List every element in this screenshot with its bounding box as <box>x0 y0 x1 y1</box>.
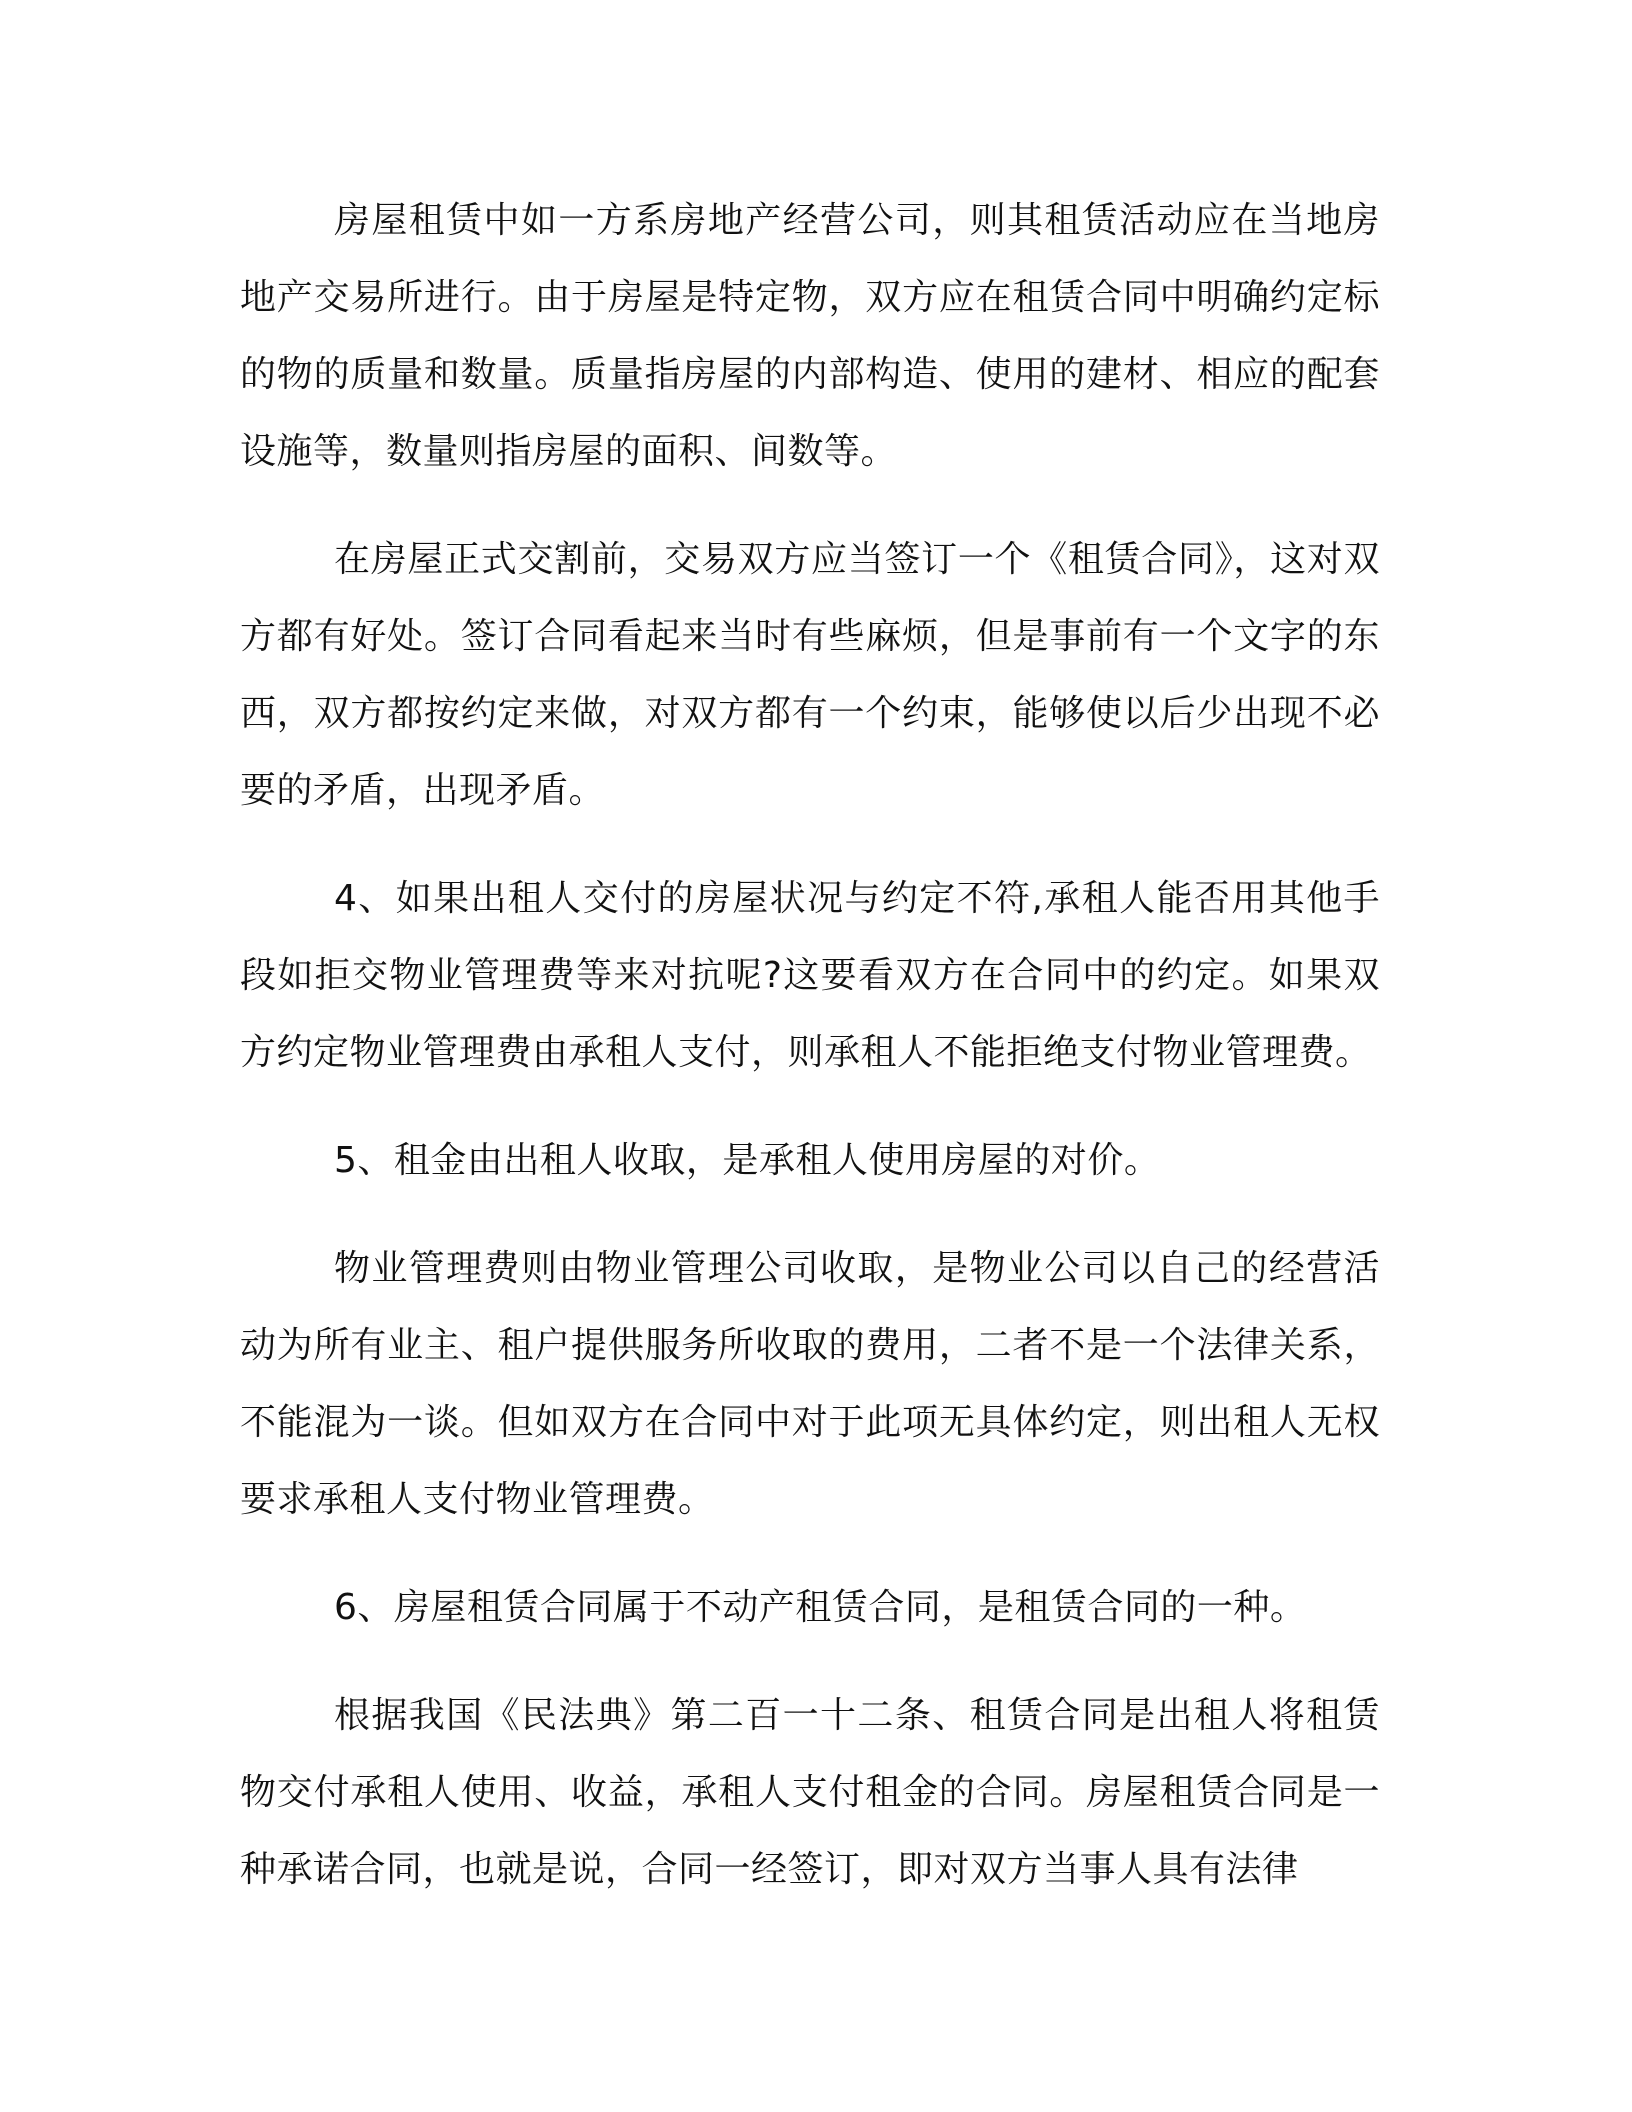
paragraph-6: 6、房屋租赁合同属于不动产租赁合同，是租赁合同的一种。 <box>334 1587 1307 1628</box>
paragraph-5: 物业管理费则由物业管理公司收取，是物业公司以自己的经营活动为所有业主、租户提供服务所收取的费用，二者不是一个法律关系，不能混为一谈。但如双方在合同中对于此项无具体约定，则出租人无权要求承租人支付物业管理费。 <box>240 1248 1380 1520</box>
paragraph-3: 4、如果出租人交付的房屋状况与约定不符,承租人能否用其他手段如拒交物业管理费等来对抗呢?这要看双方在合同中的约定。如果双方约定物业管理费由承租人支付，则承租人不能拒绝支付物业管理费。 <box>240 878 1380 1073</box>
paragraph-4: 5、租金由出租人收取，是承租人使用房屋的对价。 <box>334 1140 1161 1181</box>
paragraph-gap <box>240 1199 1380 1230</box>
paragraph-gap <box>240 1646 1380 1677</box>
paragraph-gap <box>240 829 1380 860</box>
paragraph-gap <box>240 1091 1380 1122</box>
paragraph-gap <box>240 490 1380 521</box>
paragraph-2: 在房屋正式交割前，交易双方应当签订一个《租赁合同》，这对双方都有好处。签订合同看起来当时有些麻烦，但是事前有一个文字的东西，双方都按约定来做，对双方都有一个约束，能够使以后少出现不必要的矛盾，出现矛盾。 <box>240 539 1380 811</box>
document-body <box>240 182 1380 1908</box>
paragraph-1: 房屋租赁中如一方系房地产经营公司，则其租赁活动应在当地房地产交易所进行。由于房屋是特定物，双方应在租赁合同中明确约定标的物的质量和数量。质量指房屋的内部构造、使用的建材、相应的配套设施等，数量则指房屋的面积、间数等。 <box>240 200 1380 472</box>
paragraph-gap <box>240 1538 1380 1569</box>
paragraph-7: 根据我国《民法典》第二百一十二条、租赁合同是出租人将租赁物交付承租人使用、收益，承租人支付租金的合同。房屋租赁合同是一种承诺合同，也就是说，合同一经签订，即对双方当事人具有法律 <box>240 1695 1380 1890</box>
